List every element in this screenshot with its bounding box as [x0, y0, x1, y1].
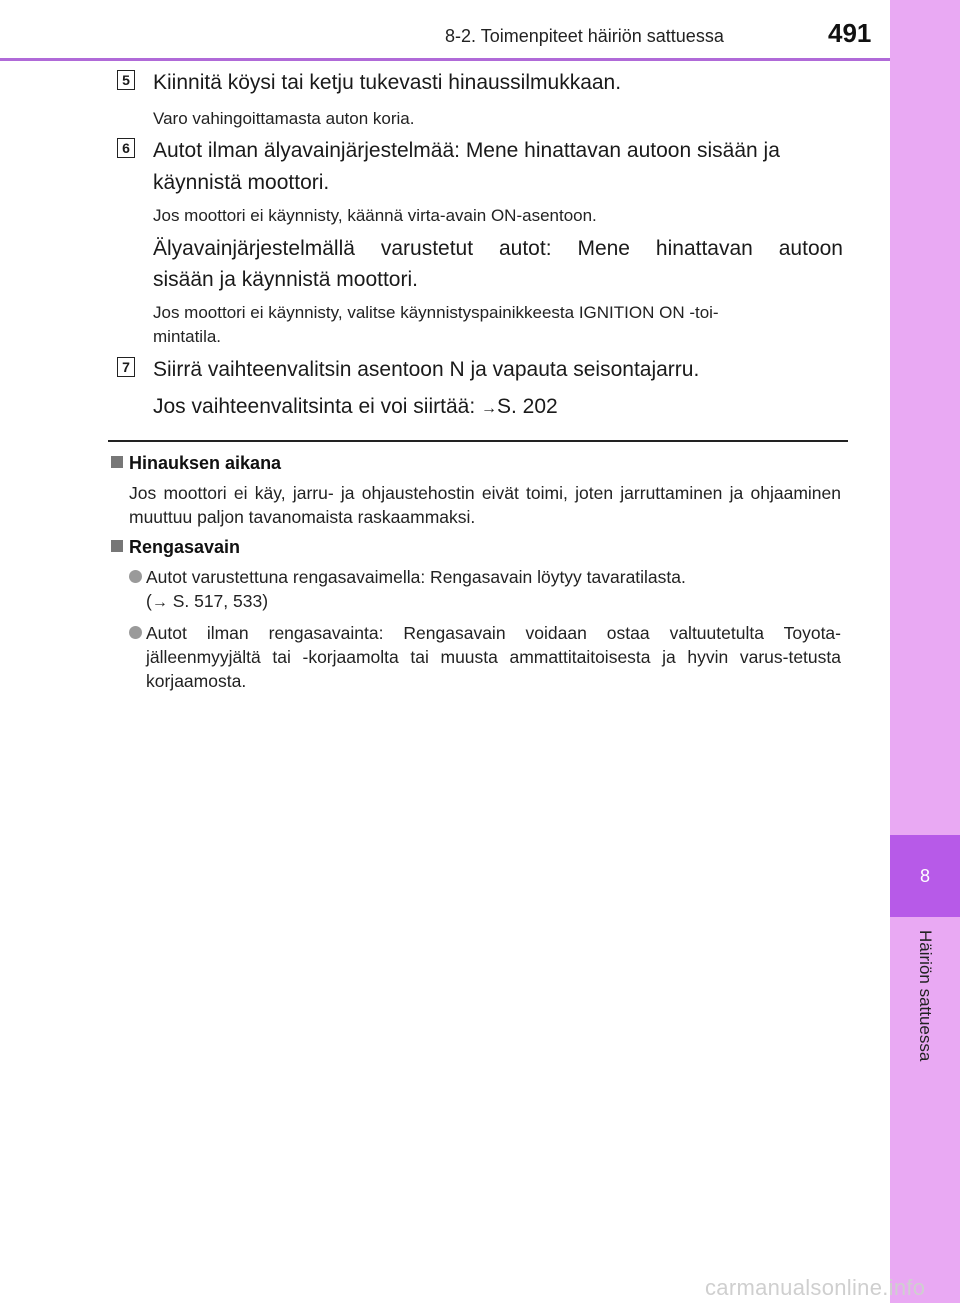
step-7-reference-page[interactable]: S. 202 — [497, 395, 558, 418]
step-6-alt-instruction-line1: Älyavainjärjestelmällä varustetut autot: Mene hinattavan autoon — [153, 237, 843, 260]
step-number-6: 6 — [117, 138, 135, 158]
note-heading-text: Hinauksen aikana — [129, 453, 282, 473]
step-7-instruction: Siirrä vaihteenvalitsin asentoon N ja vapauta seisontajarru. — [153, 358, 700, 381]
chapter-label-container — [890, 930, 960, 1090]
arrow-right-icon: → — [481, 400, 497, 417]
list-item — [129, 621, 841, 693]
step-number-7: 7 — [117, 357, 135, 377]
note-heading-text: Rengasavain — [129, 537, 241, 557]
chapter-side-tab — [890, 0, 960, 1303]
section-title: 8-2. Toimenpiteet häiriön sattuessa — [445, 26, 724, 46]
step-7-reference-text: Jos vaihteenvalitsinta ei voi siirtää: — [153, 395, 481, 418]
paren-open: ( — [146, 591, 152, 611]
note-heading-towing — [111, 453, 281, 474]
chapter-number: 8 — [919, 865, 930, 886]
step-6-instruction-line1: Autot ilman älyavainjärjestelmää: Mene hinattavan autoon sisään ja — [153, 139, 780, 162]
chapter-label: Häiriön sattuessa — [916, 930, 935, 1062]
step-5-instruction: Kiinnitä köysi tai ketju tukevasti hinaussilmukkaan. — [153, 71, 622, 94]
step-5-note: Varo vahingoittamasta auton koria. — [153, 109, 415, 128]
step-7-reference — [153, 391, 843, 425]
step-6-instruction-line2: käynnistä moottori. — [153, 171, 330, 194]
note-heading-wheel-wrench — [111, 537, 240, 558]
page-number: 491 — [828, 18, 872, 48]
step-6-alt-note-line1: Jos moottori ei käynnisty, valitse käynnistyspainikkeesta IGNITION ON -toi- — [153, 303, 719, 322]
arrow-right-icon: → — [151, 594, 168, 611]
bullet-text: Autot ilman rengasavainta: Rengasavain voidaan ostaa valtuutetulta Toyota-jälleenmyyjältä tai -korjaamolta tai muusta ammattitaitoisesta ja hyvin varus-tetusta korjaamosta. — [146, 623, 841, 691]
header-rule — [0, 58, 890, 61]
step-number-5: 5 — [117, 70, 135, 90]
step-6-note: Jos moottori ei käynnisty, käännä virta-avain ON-asentoon. — [153, 206, 597, 225]
chapter-number-box — [890, 835, 960, 917]
circle-bullet-icon — [129, 626, 142, 639]
circle-bullet-icon — [129, 570, 142, 583]
square-bullet-icon — [111, 540, 123, 552]
bullet-line: Autot varustettuna rengasavaimella: Rengasavain löytyy tavaratilasta. — [146, 567, 686, 587]
bullet-text — [146, 565, 841, 615]
list-item — [129, 565, 841, 615]
note-text-towing: Jos moottori ei käy, jarru- ja ohjaustehostin eivät toimi, joten jarruttaminen ja ohjaaminen muuttuu paljon tavanomaista raskaammaksi. — [129, 483, 841, 527]
watermark: carmanualsonline.info — [705, 1275, 926, 1300]
step-6-alt-note-line2: mintatila. — [153, 327, 222, 346]
section-divider — [108, 440, 848, 442]
square-bullet-icon — [111, 456, 123, 468]
page-reference[interactable]: S. 517, 533) — [167, 591, 269, 611]
step-6-alt-instruction-line2: sisään ja käynnistä moottori. — [153, 268, 418, 291]
